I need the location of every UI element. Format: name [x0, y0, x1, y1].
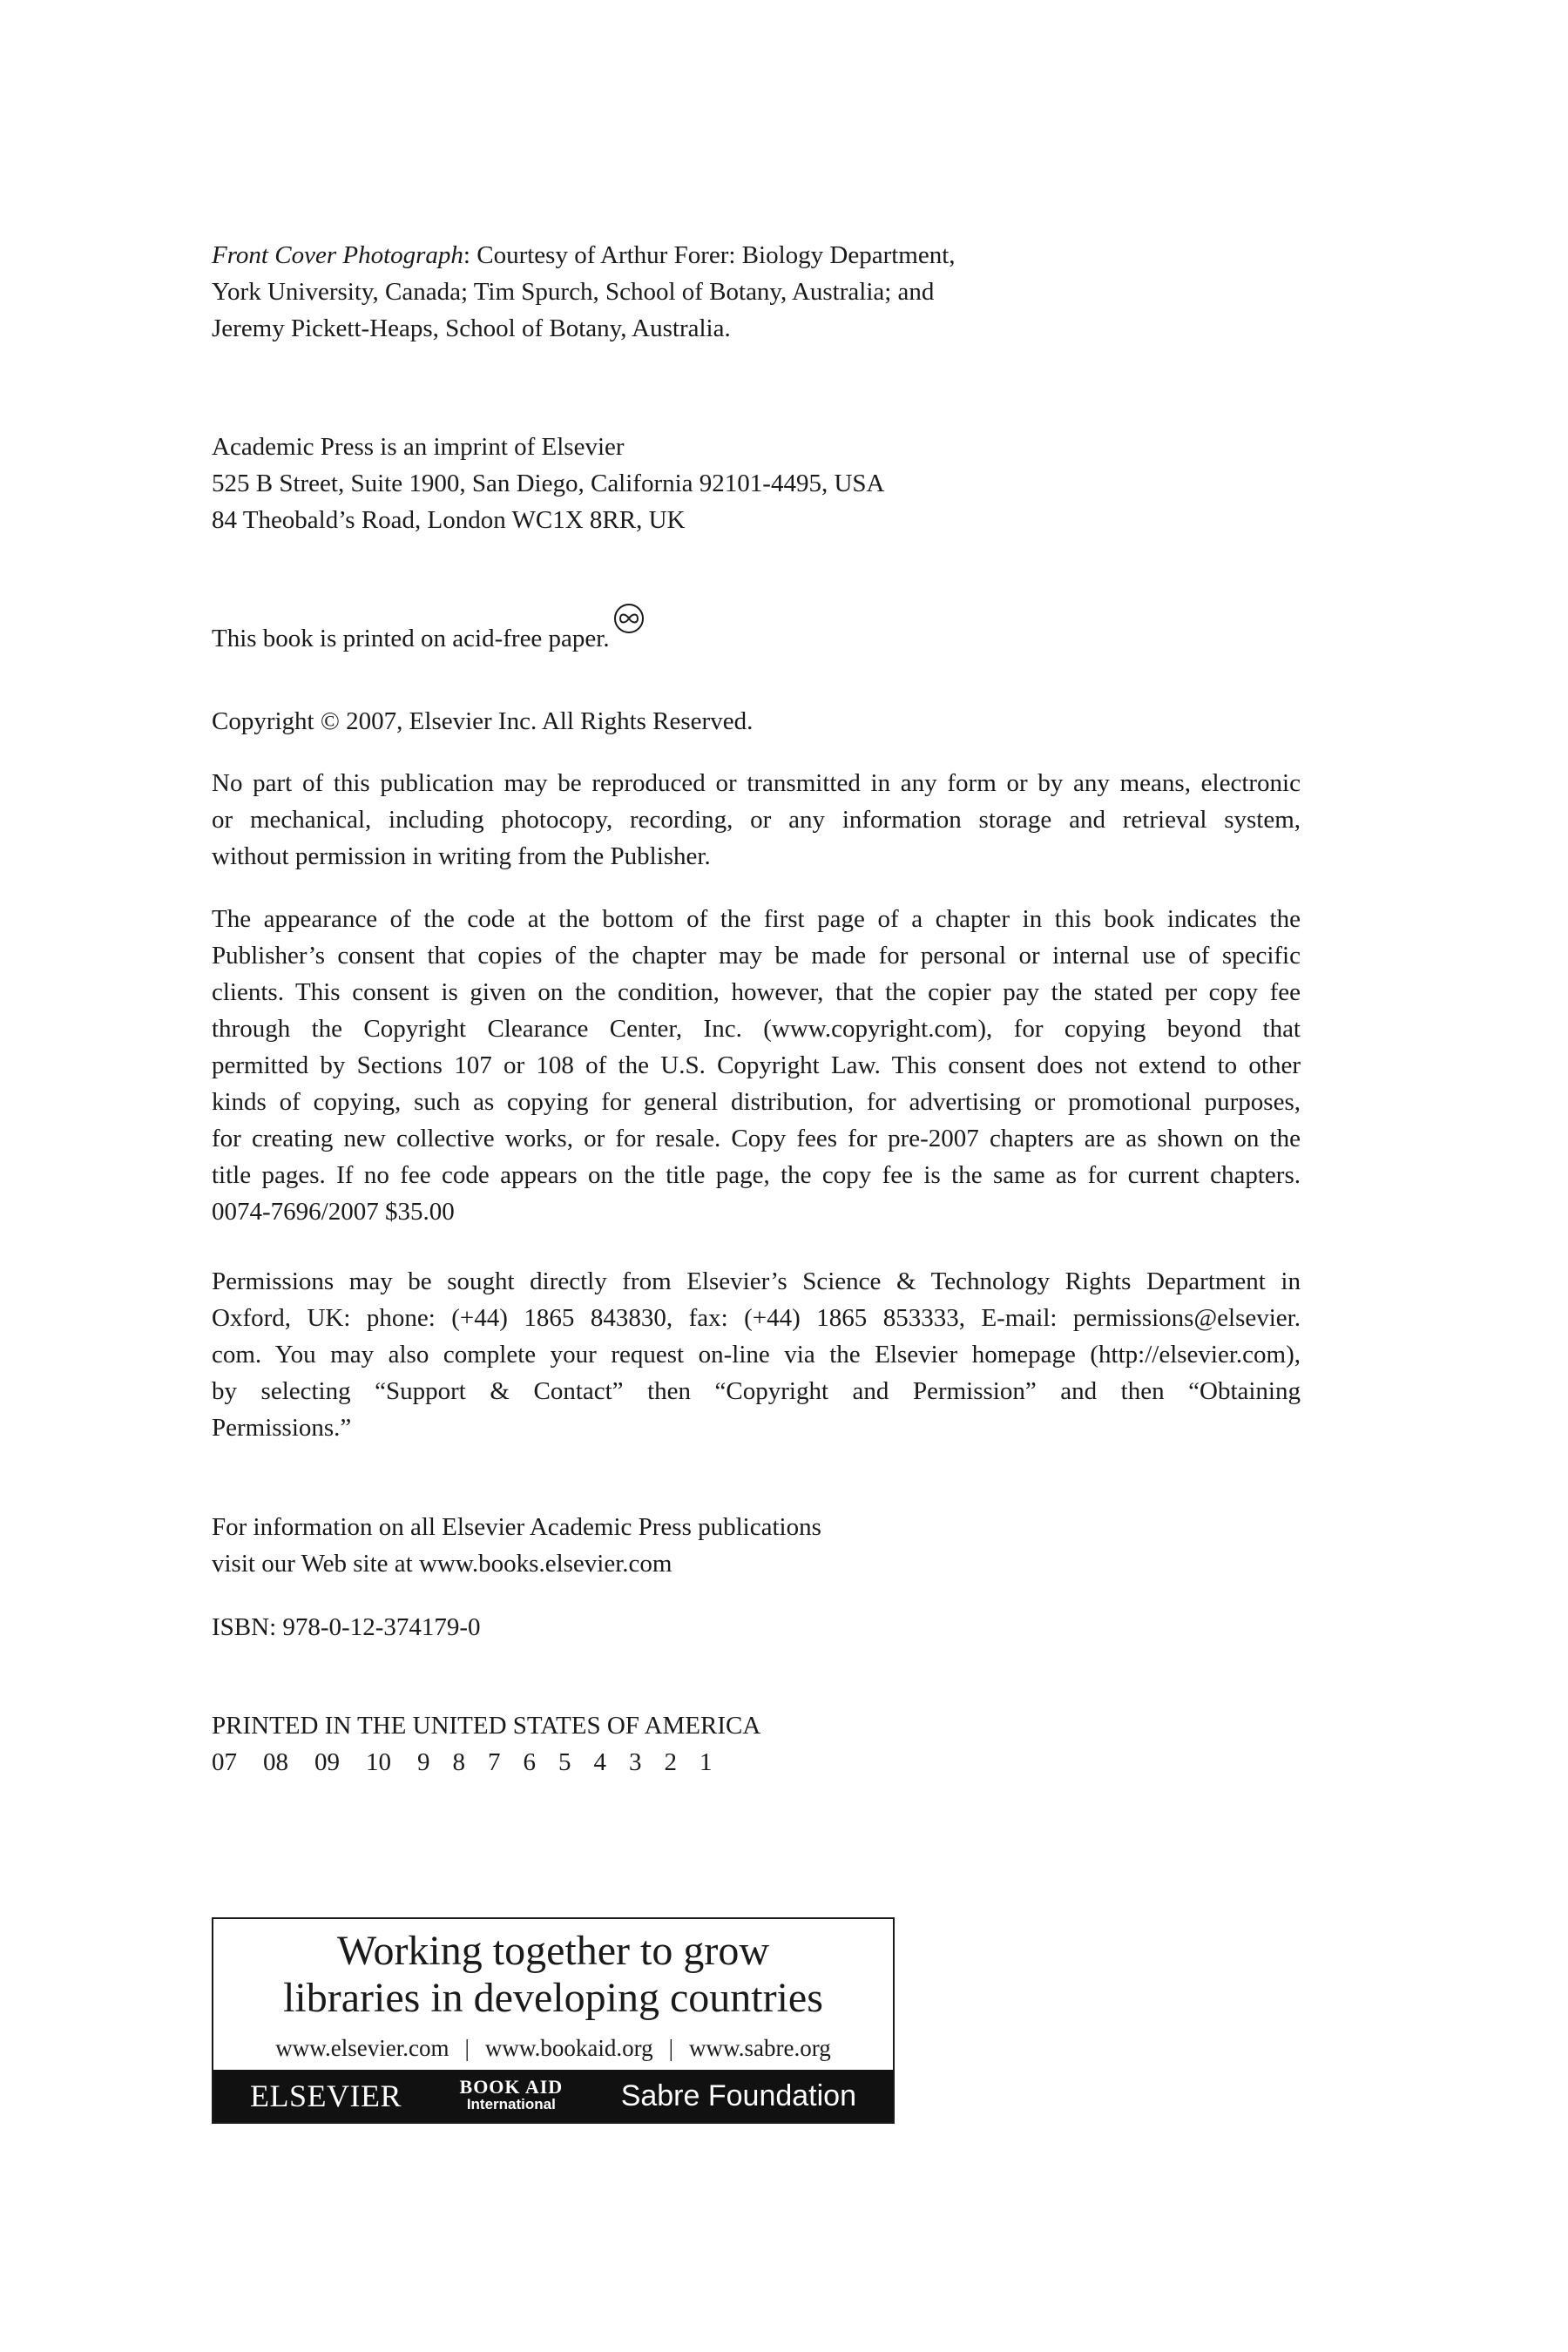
print-number: 2 [664, 1748, 677, 1776]
infinity-circle-icon [613, 603, 645, 634]
url-separator: | [668, 2035, 674, 2061]
web-info: For information on all Elsevier Academic Press publications visit our Web site at www.books.elsevier.com [212, 1513, 821, 1578]
printed-line: PRINTED IN THE UNITED STATES OF AMERICA [212, 1712, 761, 1740]
logo-bar [213, 2070, 893, 2122]
publisher-address: Academic Press is an imprint of Elsevier 525 B Street, Suite 1900, San Diego, California 92101-4495, USA 84 Theobald’s Road, London WC1X 8RR, UK [212, 433, 885, 534]
isbn: ISBN: 978-0-12-374179-0 [212, 1613, 481, 1641]
book-aid-logo-box [212, 1917, 895, 2124]
print-number: 4 [593, 1748, 606, 1776]
print-number: 7 [488, 1748, 501, 1776]
print-number: 10 [366, 1748, 391, 1776]
print-number: 1 [700, 1748, 713, 1776]
cover-credit: Front Cover Photograph: Courtesy of Arthur Forer: Biology Department, York University, Canada; Tim Spurch, School of Botany, Australia; and Jeremy Pickett-Heaps, School of Botany, Australia. [212, 241, 956, 342]
print-number: 07 [212, 1748, 237, 1776]
appearance-paragraph: The appearance of the code at the bottom of the first page of a chapter in this book indicates the Publisher’s consent that copies of the chapter may be made for personal or internal use of specific clients. This consent is given on the condition, however, that the copier pay the stated per copy fee through the Copyright Clearance Center, Inc. (www.copyright.com), for copying beyond that permitted by Sections 107 or 108 of the U.S. Copyright Law. This consent does not extend to other kinds of copying, such as copying for general distribution, for advertising or promotional purposes, for creating new collective works, or for resale. Copy fees for pre-2007 chapters are as shown on the title pages. If no fee code appears on the title page, the copy fee is the same as for current chapters. 0074-7696/2007 $35.00 [212, 905, 1301, 1226]
copyright-symbol: © [320, 707, 340, 735]
cover-label: Front Cover Photograph [212, 241, 463, 269]
copyright-line: Copyright © 2007, Elsevier Inc. All Rights Reserved. [212, 703, 753, 740]
url-sabre: www.sabre.org [689, 2035, 831, 2061]
print-number: 6 [523, 1748, 536, 1776]
acid-free-note: This book is printed on acid-free paper. [212, 603, 645, 657]
url-bookaid: www.bookaid.org [484, 2035, 653, 2061]
printed-block [212, 1707, 760, 1781]
print-number: 09 [314, 1748, 340, 1776]
logo-title: Working together to grow libraries in developing countries [283, 1928, 823, 2021]
book-aid-logo: BOOK AID International [459, 2076, 564, 2112]
logo-urls [213, 2032, 893, 2064]
print-numbers [212, 1744, 760, 1781]
print-number: 8 [452, 1748, 465, 1776]
print-number: 08 [263, 1748, 288, 1776]
elsevier-logo: ELSEVIER [250, 2078, 402, 2113]
permissions-paragraph: Permissions may be sought directly from Elsevier’s Science & Technology Rights Department in Oxford, UK: phone: (+44) 1865 843830, fax: (+44) 1865 853333, E-mail: permissions@elsevier. com. You may also complete your request on-line via the Elsevier homepage (http://elsevier.com), by selecting “Support & Contact” then “Copyright and Permission” and then “Obtaining Permissions.” [212, 1267, 1301, 1442]
url-separator: | [464, 2035, 470, 2061]
no-part-paragraph: No part of this publication may be reproduced or transmitted in any form or by any means, electronic or mechanical, including photocopy, recording, or any information storage and retrieval system, without permission in writing from the Publisher. [212, 769, 1301, 870]
print-number: 9 [417, 1748, 430, 1776]
url-elsevier: www.elsevier.com [275, 2035, 449, 2061]
sabre-foundation-logo: Sabre Foundation [620, 2078, 856, 2112]
print-number: 3 [629, 1748, 642, 1776]
print-number: 5 [558, 1748, 571, 1776]
